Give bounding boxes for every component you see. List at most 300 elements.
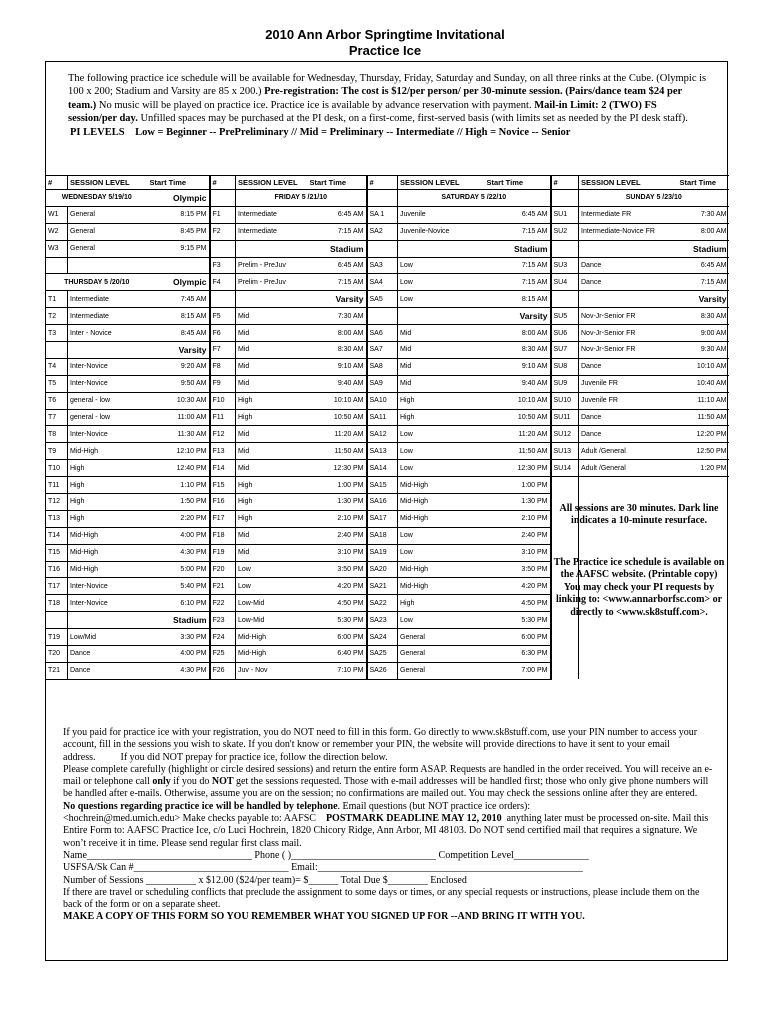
table-row [46,409,729,426]
session-id [367,308,398,325]
table-row [46,342,729,359]
session-level: Low [398,460,485,477]
session-id [210,240,236,257]
session-id: T13 [46,510,68,527]
start-time: 3:30 PM [148,629,210,646]
table-row [46,291,729,308]
session-id: SA 1 [367,206,398,223]
start-time: 12:40 PM [148,460,210,477]
session-id: SU6 [551,325,579,342]
rink-label: Varsity [678,291,729,308]
header-start: Start Time [308,176,367,190]
start-time: 1:10 PM [148,477,210,494]
start-time [678,662,729,679]
session-level [579,477,678,494]
start-time: 8:15 PM [148,206,210,223]
start-time: 11:50 AM [678,409,729,426]
start-time: 9:30 AM [678,342,729,359]
session-level: General [68,223,148,240]
header-start: Start Time [148,176,210,190]
session-level: Mid [236,375,308,392]
session-level: Dance [579,257,678,274]
session-level: Mid-High [236,629,308,646]
table-row [46,206,729,223]
start-time [678,477,729,494]
start-time: 10:10 AM [678,358,729,375]
session-id: SA17 [367,510,398,527]
session-level [68,257,148,274]
session-id: SU8 [551,358,579,375]
session-id: T10 [46,460,68,477]
session-level: High [398,595,485,612]
header-start: Start Time [678,176,729,190]
session-level: Nov-Jr-Senior FR [579,308,678,325]
session-level [579,646,678,663]
session-id: SA20 [367,561,398,578]
session-level [579,527,678,544]
session-id: T15 [46,544,68,561]
session-level: Mid [236,443,308,460]
start-time: 2:20 PM [148,510,210,527]
start-time: 6:45 AM [485,206,551,223]
start-time: 3:10 PM [485,544,551,561]
session-level: Mid-High [398,561,485,578]
session-level: Mid [236,308,308,325]
session-id: T14 [46,527,68,544]
start-time: 10:40 AM [678,375,729,392]
session-level: Prelim - PreJuv [236,257,308,274]
session-level: Adult /General [579,443,678,460]
table-row [46,325,729,342]
start-time: 3:50 PM [308,561,367,578]
session-id: F16 [210,494,236,511]
session-id: T3 [46,325,68,342]
start-time: 10:50 AM [308,409,367,426]
session-id: SA23 [367,612,398,629]
session-id: SU4 [551,274,579,291]
start-time: 10:10 AM [485,392,551,409]
start-time: 8:30 AM [308,342,367,359]
session-level: Intermediate FR [579,206,678,223]
session-id: F13 [210,443,236,460]
start-time: 12:50 PM [678,443,729,460]
start-time: 6:40 PM [308,646,367,663]
rink-label: Stadium [678,240,729,257]
header-level: SESSION LEVEL [579,176,678,190]
start-time: 6:30 PM [485,646,551,663]
session-level: Intermediate [68,308,148,325]
start-time: 9:10 AM [485,358,551,375]
session-id: F9 [210,375,236,392]
session-level [68,612,148,629]
session-id: T16 [46,561,68,578]
table-row [46,257,729,274]
start-time: 11:50 AM [308,443,367,460]
table-row [46,190,729,207]
start-time: 7:15 AM [678,274,729,291]
session-id: F4 [210,274,236,291]
header-num: # [210,176,236,190]
start-time: 10:30 AM [148,392,210,409]
session-id [551,527,579,544]
session-level: Dance [68,662,148,679]
start-time: 8:00 AM [308,325,367,342]
session-id: F10 [210,392,236,409]
session-id [551,291,579,308]
session-id: T17 [46,578,68,595]
session-id: T19 [46,629,68,646]
session-level: Low [398,527,485,544]
session-level: Dance [579,426,678,443]
start-time: 9:50 AM [148,375,210,392]
session-id: SA14 [367,460,398,477]
session-level: Low [398,291,485,308]
start-time: 9:40 AM [308,375,367,392]
session-level [236,240,308,257]
start-time: 5:30 PM [308,612,367,629]
pi-levels: PI LEVELS Low = Beginner -- PrePreliminary // Mid = Preliminary -- Intermediate // High = Novice -- Senior [70,126,571,138]
start-time: 4:00 PM [148,527,210,544]
session-id: SU9 [551,375,579,392]
session-level: general - low [68,392,148,409]
session-id: SA2 [367,223,398,240]
start-time: 10:50 AM [485,409,551,426]
start-time: 11:20 AM [308,426,367,443]
start-time [148,257,210,274]
session-level: Mid-High [398,477,485,494]
start-time: 3:10 PM [308,544,367,561]
session-id: T1 [46,291,68,308]
session-id: SU14 [551,460,579,477]
session-level: Dance [579,409,678,426]
session-level: High [236,510,308,527]
copy-reminder: MAKE A COPY OF THIS FORM SO YOU REMEMBER WHAT YOU SIGNED UP FOR --AND BRING IT WITH YOU. [63,911,585,923]
session-id: F3 [210,257,236,274]
start-time: 8:30 AM [678,308,729,325]
start-time: 8:15 AM [485,291,551,308]
start-time: 7:30 AM [308,308,367,325]
session-id: T18 [46,595,68,612]
session-level: Low [236,561,308,578]
sessions-total-line[interactable]: Number of Sessions __________ x $12.00 ($24/per team)= $______ Total Due $________ Enclosed [63,874,467,886]
session-id: F6 [210,325,236,342]
session-id: T5 [46,375,68,392]
session-level: Intermediate [236,206,308,223]
rink-label: Olympic [148,190,210,207]
session-level: Mid-High [236,646,308,663]
table-row [46,274,729,291]
session-id: F12 [210,426,236,443]
session-level: Dance [68,646,148,663]
day-label: SATURDAY 5 /22/10 [398,190,551,207]
session-id: F11 [210,409,236,426]
start-time: 7:15 AM [485,257,551,274]
session-level: High [236,409,308,426]
session-level: Mid [398,375,485,392]
session-level: High [68,494,148,511]
session-id: T6 [46,392,68,409]
rink-label: Varsity [308,291,367,308]
session-level: Dance [579,274,678,291]
start-time: 2:10 PM [485,510,551,527]
page-subtitle: Practice Ice [348,43,422,58]
session-id: SA12 [367,426,398,443]
session-level: Mid-High [398,494,485,511]
name-phone-line[interactable]: Name_________________________________ Phone ( )_____________________________ Competition Level_______________ [63,849,589,861]
session-id [551,190,579,207]
session-id: W3 [46,240,68,257]
start-time: 9:10 AM [308,358,367,375]
session-id: SA5 [367,291,398,308]
session-id: SA4 [367,274,398,291]
start-time: 8:45 AM [148,325,210,342]
start-time: 11:30 AM [148,426,210,443]
session-id: F8 [210,358,236,375]
session-level: Juv - Nov [236,662,308,679]
session-level: Juvenile-Novice [398,223,485,240]
session-level: General [68,206,148,223]
session-id: SA3 [367,257,398,274]
start-time: 2:10 PM [308,510,367,527]
session-level: Dance [579,358,678,375]
start-time: 12:10 PM [148,443,210,460]
start-time [678,527,729,544]
session-level: Prelim - PreJuv [236,274,308,291]
rink-label: Stadium [485,240,551,257]
pairs-cost: (Pairs/dance team $24 per team.) [68,86,683,111]
session-id: SA7 [367,342,398,359]
session-id: F24 [210,629,236,646]
session-id: SA22 [367,595,398,612]
session-id [46,612,68,629]
session-level [68,342,148,359]
session-level: Inter-Novice [68,358,148,375]
table-row [46,527,729,544]
session-level [579,291,678,308]
session-id: SA19 [367,544,398,561]
session-id: SU5 [551,308,579,325]
session-id: SA25 [367,646,398,663]
start-time: 12:30 PM [485,460,551,477]
start-time: 2:40 PM [485,527,551,544]
day-label: WEDNESDAY 5/19/10 [46,190,148,207]
session-level: Low [398,257,485,274]
table-row [46,629,729,646]
session-level: Intermediate [236,223,308,240]
start-time: 11:00 AM [148,409,210,426]
session-level: High [68,460,148,477]
table-row [46,460,729,477]
session-level: general - low [68,409,148,426]
schedule-link-note: The Practice ice schedule is available on the AAFSC website. (Printable copy) You may check your PI requests by linking to: <www.annarborfsc.com> or directly to <www.sk8stuff.com>. [553,557,725,618]
session-id [551,646,579,663]
session-id: F19 [210,544,236,561]
header-num: # [551,176,579,190]
session-id: SU10 [551,392,579,409]
session-level: Juvenile [398,206,485,223]
session-id: SA18 [367,527,398,544]
session-id: SU13 [551,443,579,460]
start-time: 1:20 PM [678,460,729,477]
session-level: Low-Mid [236,612,308,629]
start-time: 5:30 PM [485,612,551,629]
session-id: T20 [46,646,68,663]
session-id: T9 [46,443,68,460]
session-id: T4 [46,358,68,375]
usfsa-email-line[interactable]: USFSA/Sk Can #_______________________________ Email:_____________________________________________________ [63,862,583,874]
intro-text: The following practice ice schedule will be available for Wednesday, Thursday, Friday, Saturday and Sunday, on all three rinks at the Cube. (Olympic is 100 x 200; Stadium and Varsity are 85 x 200.) Pre-registration: The cost is $12/per person/ per 30-minute session. (Pairs/dance team $24 per team.) No music will be played on practice ice. Practice ice is available by advance reservation with payment. Mail-in Limit: 2 (TWO) FS session/per day. Unfilled spaces may be purchased at the PI desk, on a first-come, first-served basis (with limits set as needed by the PI desk staff). PI LEVELS Low = Beginner -- PrePreliminary // Mid = Preliminary -- Intermediate // High = Novice -- Senior [68,73,707,138]
start-time: 3:50 PM [485,561,551,578]
start-time: 4:20 PM [485,578,551,595]
session-level: General [68,240,148,257]
start-time: 9:15 PM [148,240,210,257]
session-level: Mid [236,544,308,561]
table-row [46,443,729,460]
start-time: 7:15 AM [308,223,367,240]
session-level: Low [398,426,485,443]
session-level: Mid-High [398,578,485,595]
session-level [236,291,308,308]
day-label: THURSDAY 5 /20/10 [46,274,148,291]
session-id: SA10 [367,392,398,409]
session-level: High [398,392,485,409]
session-level: Mid-High [398,510,485,527]
start-time: 9:20 AM [148,358,210,375]
session-level: General [398,646,485,663]
session-level: Low [398,274,485,291]
session-level: Adult /General [579,460,678,477]
session-id: SA6 [367,325,398,342]
session-id: SA26 [367,662,398,679]
session-level: High [398,409,485,426]
session-id: SA16 [367,494,398,511]
start-time [678,629,729,646]
session-id: F14 [210,460,236,477]
session-id: SA13 [367,443,398,460]
start-time: 5:00 PM [148,561,210,578]
page-title: 2010 Ann Arbor Springtime Invitational [265,27,505,42]
day-label: SUNDAY 5 /23/10 [579,190,729,207]
start-time: 7:15 AM [485,223,551,240]
session-level: Low-Mid [236,595,308,612]
start-time: 6:45 AM [308,257,367,274]
session-level: Mid-High [68,527,148,544]
session-id: SU3 [551,257,579,274]
session-id: SA11 [367,409,398,426]
session-id [551,477,579,494]
prereg-cost: Pre-registration: The cost is $12/per person/ per 30-minute session. [264,86,563,98]
session-level: Inter-Novice [68,426,148,443]
start-time: 4:20 PM [308,578,367,595]
table-row [46,240,729,257]
table-header-row [46,176,729,190]
session-id [210,291,236,308]
header-num: # [367,176,398,190]
session-level [398,240,485,257]
session-id: SU1 [551,206,579,223]
session-level: Mid [236,460,308,477]
session-id: T21 [46,662,68,679]
session-level: Intermediate [68,291,148,308]
start-time: 4:50 PM [308,595,367,612]
session-level: Mid [236,325,308,342]
table-row [46,477,729,494]
session-id: F2 [210,223,236,240]
session-level: Mid [236,527,308,544]
session-level: Low/Mid [68,629,148,646]
start-time: 11:10 AM [678,392,729,409]
mail-limit: Mail-in Limit: 2 (TWO) FS session/per day. [68,99,657,125]
session-id: F23 [210,612,236,629]
session-id: SA15 [367,477,398,494]
session-level: Mid-High [68,443,148,460]
rink-label: Varsity [148,342,210,359]
session-level: Mid [236,358,308,375]
start-time: 1:00 PM [485,477,551,494]
table-row [46,308,729,325]
session-level: Low [236,578,308,595]
session-id [46,257,68,274]
start-time: 7:30 AM [678,206,729,223]
start-time: 9:00 AM [678,325,729,342]
session-id: SU7 [551,342,579,359]
start-time: 6:45 AM [308,206,367,223]
session-level: Juvenile FR [579,392,678,409]
start-time: 4:00 PM [148,646,210,663]
session-level: Mid [236,426,308,443]
table-row [46,375,729,392]
session-level: High [236,392,308,409]
session-level: Mid-High [68,544,148,561]
session-id: F5 [210,308,236,325]
start-time: 6:10 PM [148,595,210,612]
start-time: 8:45 PM [148,223,210,240]
session-level: Inter - Novice [68,325,148,342]
session-id: SA9 [367,375,398,392]
session-level: High [236,494,308,511]
table-row [46,426,729,443]
table-row [46,646,729,663]
session-level: Mid [398,325,485,342]
start-time: 7:15 AM [308,274,367,291]
session-id: T8 [46,426,68,443]
start-time: 12:30 PM [308,460,367,477]
start-time: 8:15 AM [148,308,210,325]
session-level: Mid [398,358,485,375]
start-time: 6:45 AM [678,257,729,274]
session-id: F21 [210,578,236,595]
start-time: 7:45 AM [148,291,210,308]
session-level: High [236,477,308,494]
start-time [678,646,729,663]
rink-label: Varsity [485,308,551,325]
session-id: F15 [210,477,236,494]
header-level: SESSION LEVEL [68,176,148,190]
start-time: 8:00 AM [485,325,551,342]
resurface-note: All sessions are 30 minutes. Dark line indicates a 10-minute resurface. [559,503,719,527]
session-id [210,190,236,207]
start-time: 6:00 PM [308,629,367,646]
session-level: Nov-Jr-Senior FR [579,342,678,359]
header-num: # [46,176,68,190]
session-level [579,240,678,257]
session-id [551,629,579,646]
session-id: F18 [210,527,236,544]
session-level: General [398,629,485,646]
start-time: 4:50 PM [485,595,551,612]
start-time: 11:20 AM [485,426,551,443]
rink-label: Stadium [148,612,210,629]
